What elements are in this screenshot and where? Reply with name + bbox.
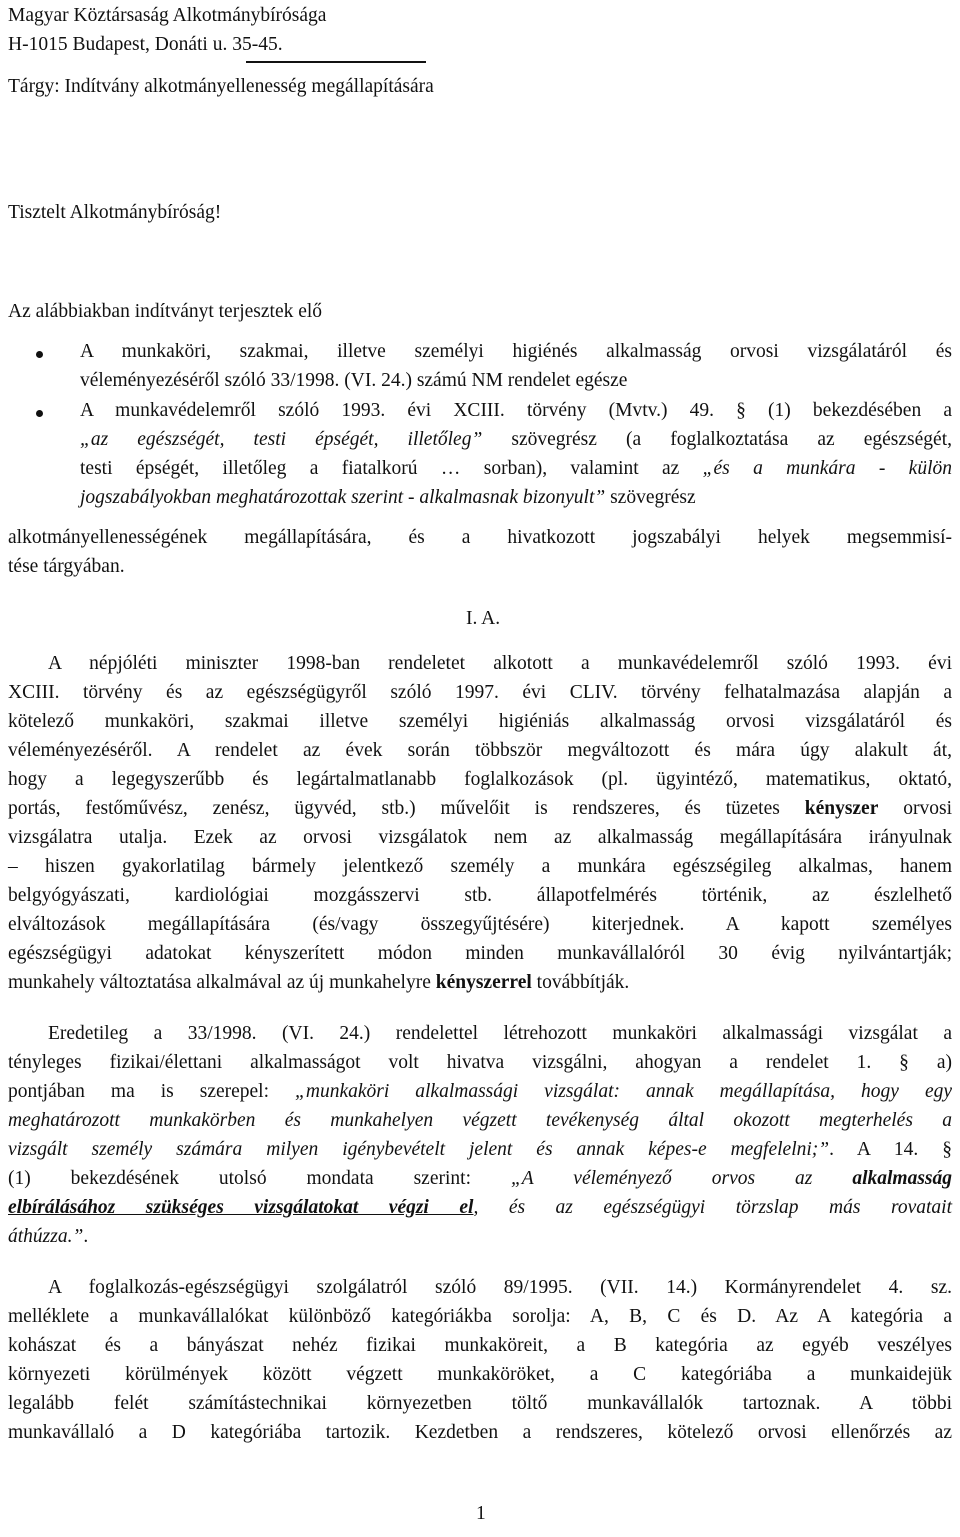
para2-line-7 [8,1194,952,1223]
para2-line-8-end: . [83,1226,89,1247]
bullet-dot-1 [36,351,43,358]
para1-line-11: egészségügyi adatokat kényszerített módon minden munkavállalóról 30 évig nyilvántartják; [8,943,952,964]
para2-line-5 [8,1136,952,1165]
bullet-2-line-2 [80,426,952,455]
para2-line-8 [8,1223,88,1252]
para1-line-9: belgyógyászati, kardiológiai mozgásszervi stb. állapotfelmérés történik, az észlelhető [8,885,952,906]
para3-line-4: környezeti körülmények között végzett munkaköröket, a C kategóriába a munkaidejük [8,1364,952,1385]
bullet-2-line-1: A munkavédelemről szóló 1993. évi XCIII. törvény (Mvtv.) 49. § (1) bekezdésében a [80,400,952,421]
para3-line-2: melléklete a munkavállalókat különböző kategóriákba sorolja: A, B, C és D. Az A kategória a [8,1306,952,1327]
para1-line-12-end: továbbítják. [531,972,630,993]
para1-line-12 [8,969,629,998]
bullet-1-line-2: véleményezéséről szóló 33/1998. (VI. 24.) számú NM rendelet egésze [80,370,628,391]
quoted-phrase-2-start: „és a munkára - külön [702,458,952,479]
para1-line-4: véleményezéséről. A rendelet az évek során többször megváltozott és mára úgy alakult át, [8,740,952,761]
para3-line-5: legalább felét számítástechnikai környezetben töltő munkavállalók tartoznak. A többi [8,1393,952,1414]
quote-rule-start: „A véleményező orvos az [510,1168,853,1189]
emphasis-kenyszerrel: kényszerrel [435,972,532,993]
para2-line-3 [8,1078,952,1107]
request-line-2: tése tárgyában. [8,556,125,577]
subject-line: Tárgy: Indítvány alkotmányellenesség megállapítására [8,76,434,97]
bullet-1-line-1: A munkaköri, szakmai, illetve személyi higiénés alkalmasság orvosi vizsgálatáról és [80,341,952,362]
para2-line-6-text: (1) bekezdésének utolsó mondata szerint: [8,1168,511,1189]
salutation: Tisztelt Alkotmánybíróság! [8,202,222,223]
bullet-dot-2 [36,410,43,417]
para2-line-6 [8,1165,952,1194]
request-line-1: alkotmányellenességének megállapítására, és a hivatkozott jogszabályi helyek megsemmisí- [8,527,952,548]
para1-line-6-text: portás, festőművész, zenész, ügyvéd, stb.) művelőit is rendszeres, és tüzetes [8,798,805,819]
quote-definition-start: „munkaköri alkalmassági vizsgálat: annak megállapítása, hogy egy [295,1081,952,1102]
para1-line-5: hogy a legegyszerűbb és legártalmatlanabb foglalkozások (pl. ügyintéző, matematikus, oktató, [8,769,952,790]
para3-line-1: A foglalkozás-egészségügyi szolgálatról szóló 89/1995. (VII. 14.) Kormányrendelet 4. sz. [48,1277,952,1298]
para2-line-3-text: pontjában ma is szerepel: [8,1081,296,1102]
addressee-line-1: Magyar Köztársaság Alkotmánybírósága [8,5,327,26]
quote-definition-end: vizsgált személy számára milyen igénybevételt jelent és annak képes-e megfelelni;” [8,1139,830,1160]
emphasis-alkalmassag: alkalmasság [852,1168,952,1189]
para1-line-3: kötelező munkaköri, szakmai illetve személyi higiéniás alkalmasság orvosi vizsgálatáról és [8,711,952,732]
quoted-phrase-2-end: jogszabályokban meghatározottak szerint - alkalmasnak bizonyult” [80,487,606,508]
bullet-2-line-4 [80,484,696,513]
intro-line: Az alábbiakban indítványt terjesztek elő [8,301,323,322]
bullet-2-line-2-rest: szövegrész (a foglalkoztatása az egészségét, [482,429,952,450]
para2-line-1: Eredetileg a 33/1998. (VI. 24.) rendelettel létrehozott munkaköri alkalmassági vizsgálat a [48,1023,952,1044]
section-heading: I. A. [466,608,501,629]
header-rule [246,61,426,63]
para3-line-6: munkavállaló a D kategóriába tartozik. Kezdetben a rendszeres, kötelező orvosi ellenőrzés az [8,1422,952,1443]
para1-line-6-end: orvosi [878,798,952,819]
addressee-line-2: H-1015 Budapest, Donáti u. 35-45. [8,34,283,55]
quote-rule-end: áthúzza.” [8,1226,84,1247]
para2-line-4: meghatározott munkakörben és munkahelyen végzett tevékenység által okozott megterhelés a [8,1110,952,1131]
para1-line-7: vizsgálatra utalja. Ezek az orvosi vizsgálatok nem az alkalmasság megállapítására irányulnak [8,827,952,848]
para2-line-2: tényleges fizikai/élettani alkalmasságot volt hivatva vizsgálni, ahogyan a rendelet 1. § a) [8,1052,952,1073]
para1-line-10: elváltozások megállapítására (és/vagy összegyűjtésére) kiterjednek. A kapott személyes [8,914,952,935]
quoted-phrase-1: „az egészségét, testi épségét, illetőleg” [80,429,483,450]
para3-line-3: kohászat és a bányászat nehéz fizikai munkaköreit, a B kategória az egyéb veszélyes [8,1335,952,1356]
para2-line-7-rest: , és az egészségügyi törzslap más rovatait [473,1197,953,1218]
para1-line-6 [8,795,952,824]
emphasis-underlined-phrase: elbírálásához szükséges vizsgálatokat végzi el [8,1197,474,1218]
para1-line-12-text: munkahely változtatása alkalmával az új munkahelyre [8,972,436,993]
bullet-2-line-4-rest: szövegrész [605,487,696,508]
para1-line-2: XCIII. törvény és az egészségügyről szóló 1997. évi CLIV. törvény felhatalmazása alapján a [8,682,952,703]
page-number: 1 [476,1503,486,1524]
bullet-2-line-3 [80,455,952,484]
para2-line-5-end: . A 14. § [829,1139,952,1160]
para1-line-8: – hiszen gyakorlatilag bármely jelentkező személy a munkára egészségileg alkalmas, hanem [8,856,952,877]
emphasis-kenyszer: kényszer [804,798,879,819]
para1-line-1: A népjóléti miniszter 1998-ban rendeletet alkotott a munkavédelemről szóló 1993. évi [48,653,952,674]
bullet-2-line-3-text: testi épségét, illetőleg a fiatalkorú … sorban), valamint az [80,458,703,479]
